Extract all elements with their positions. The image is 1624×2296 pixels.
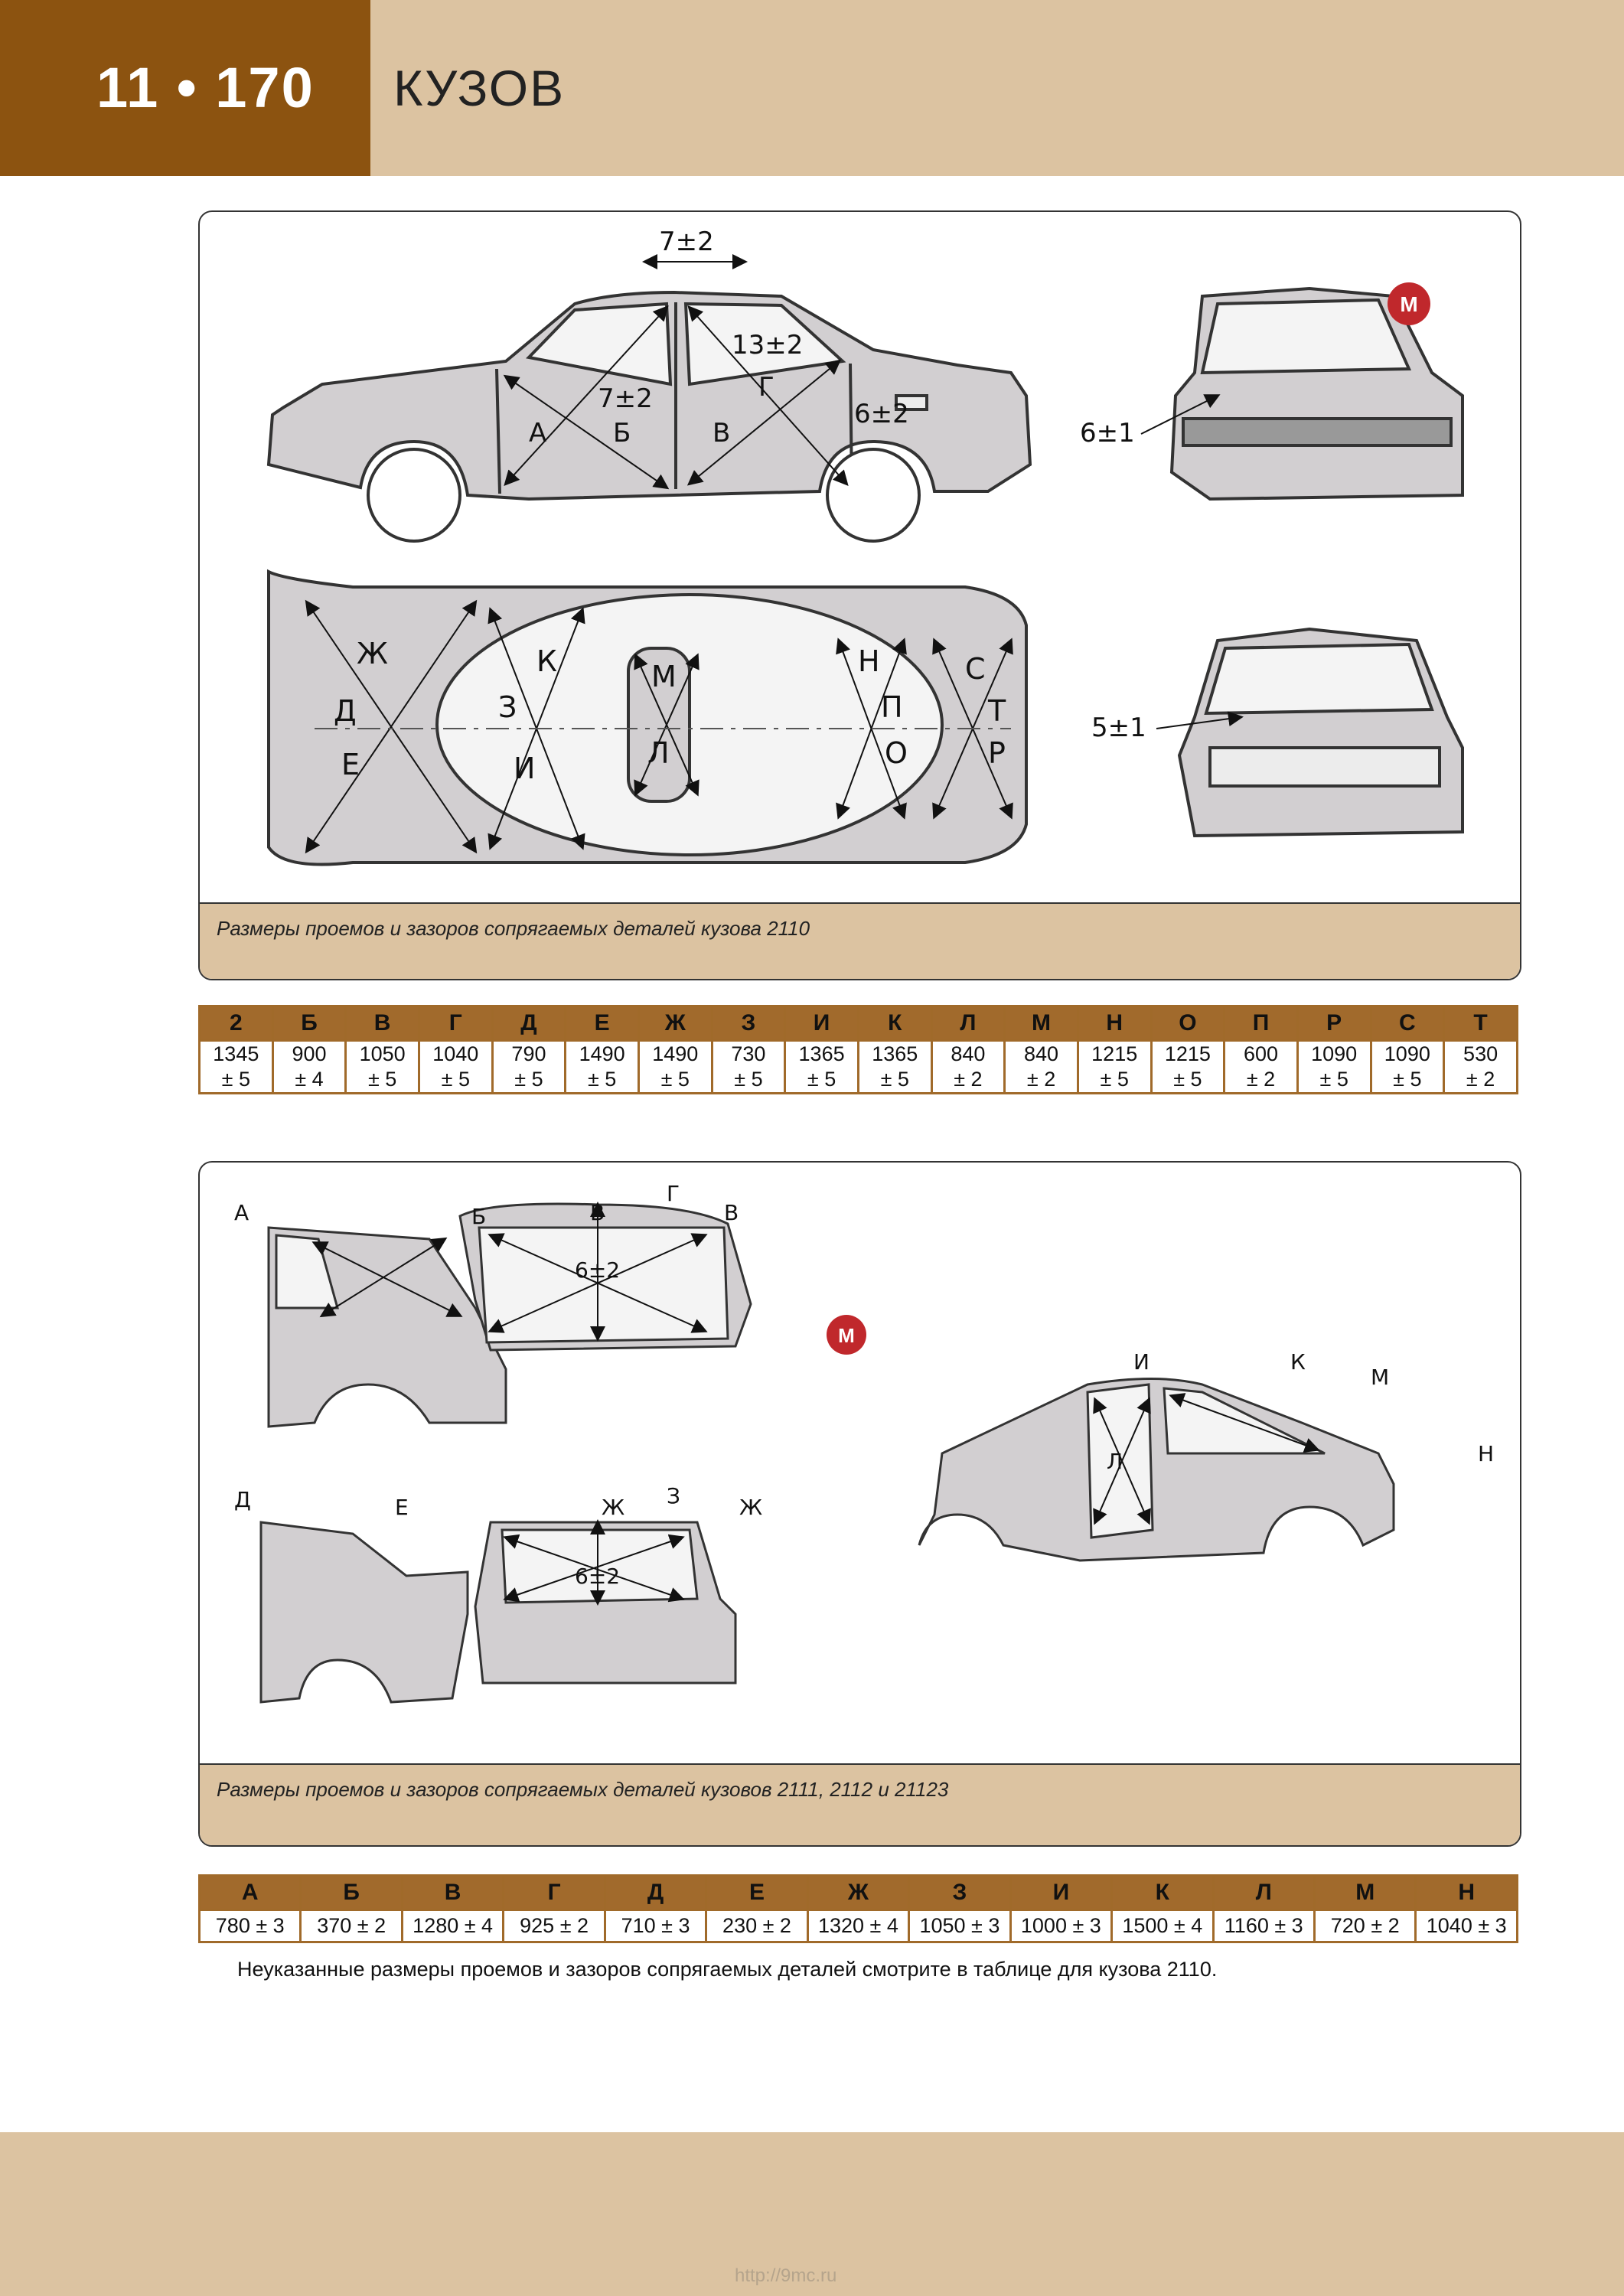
- table-header-cell: К: [1112, 1876, 1213, 1910]
- gap-label: 5±1: [1091, 713, 1146, 743]
- dim-label: С: [965, 652, 986, 686]
- table-cell: [1005, 1041, 1078, 1094]
- cell-tolerance: ± 5: [880, 1068, 909, 1091]
- table-header-row: [200, 1876, 1518, 1910]
- cell-tolerance: ± 2: [1026, 1068, 1056, 1091]
- table-header-cell: Б: [272, 1006, 346, 1041]
- table-header-cell: О: [1151, 1006, 1225, 1041]
- cell-value: 1090: [1384, 1042, 1430, 1065]
- table-header-cell: З: [712, 1006, 785, 1041]
- dim-label: З: [498, 690, 517, 724]
- table-cell: [858, 1041, 931, 1094]
- table-header-cell: Л: [1213, 1876, 1314, 1910]
- dim-label: Е: [395, 1495, 409, 1520]
- table-cell: 230 ± 2: [706, 1910, 807, 1942]
- brand-logo: [1388, 282, 1430, 325]
- table-cell: 1500 ± 4: [1112, 1910, 1213, 1942]
- brand-logo: [827, 1315, 866, 1355]
- side-view-body: [269, 292, 1030, 541]
- dim-label: О: [885, 736, 908, 770]
- coupe-side-view: [919, 1379, 1394, 1561]
- gap-label: 6±2: [575, 1564, 621, 1589]
- hatch-rear-quarter: [261, 1522, 468, 1702]
- dim-label: Н: [858, 644, 880, 678]
- table-cell: [1151, 1041, 1225, 1094]
- gap-label: 6±2: [575, 1257, 621, 1283]
- table-header-cell: Ж: [638, 1006, 712, 1041]
- dim-label: В: [590, 1200, 605, 1225]
- cell-value: 1490: [579, 1042, 625, 1065]
- dim-label: Ж: [357, 637, 388, 670]
- table-header-cell: Б: [301, 1876, 402, 1910]
- dim-label: 13±2: [732, 330, 804, 360]
- dim-label: Ж: [602, 1495, 625, 1520]
- cell-value: 1050: [359, 1042, 406, 1065]
- table-cell: 925 ± 2: [504, 1910, 605, 1942]
- dim-label: К: [536, 644, 557, 678]
- table-header-cell: Г: [504, 1876, 605, 1910]
- cell-value: 840: [951, 1042, 986, 1065]
- table-value-row: [200, 1910, 1518, 1942]
- dim-label: З: [667, 1483, 680, 1508]
- table-cell: [419, 1041, 492, 1094]
- footnote: Неуказанные размеры проемов и зазоров сопрягаемых деталей смотрите в таблице для кузова 2110.: [237, 1958, 1218, 1981]
- cell-tolerance: ± 5: [1173, 1068, 1202, 1091]
- table-cell: [272, 1041, 346, 1094]
- table-header-cell: И: [785, 1006, 859, 1041]
- cell-tolerance: ± 5: [1393, 1068, 1422, 1091]
- watermark-link[interactable]: http://9mc.ru: [735, 2265, 837, 2286]
- cell-value: 1490: [652, 1042, 699, 1065]
- figure-panel-2111-2112-21123: [198, 1161, 1521, 1847]
- svg-text:М: М: [838, 1324, 855, 1347]
- table-value-row: [200, 1041, 1518, 1094]
- dim-label: М: [651, 660, 677, 693]
- svg-text:М: М: [1400, 292, 1418, 316]
- table-cell: 1280 ± 4: [402, 1910, 503, 1942]
- table-2110: [198, 1005, 1518, 1094]
- table-cell: 1160 ± 3: [1213, 1910, 1314, 1942]
- dim-label: М: [1371, 1365, 1390, 1390]
- cell-value: 1215: [1091, 1042, 1138, 1065]
- dim-label: 7±2: [598, 383, 653, 414]
- cell-value: 900: [292, 1042, 327, 1065]
- cell-value: 840: [1024, 1042, 1059, 1065]
- cell-value: 1365: [798, 1042, 845, 1065]
- table-header-cell: Л: [931, 1006, 1005, 1041]
- figure-caption: Размеры проемов и зазоров сопрягаемых деталей кузова 2110: [200, 902, 1520, 979]
- table-header-row: [200, 1006, 1518, 1041]
- dim-label: Д: [334, 694, 357, 728]
- table-cell: [712, 1041, 785, 1094]
- table-header-cell: Н: [1416, 1876, 1518, 1910]
- table-header-cell: Т: [1444, 1006, 1518, 1041]
- dim-label: 6±2: [854, 399, 909, 429]
- table-cell: 1050 ± 3: [909, 1910, 1010, 1942]
- dim-label: Б: [613, 418, 631, 448]
- rear-view-bottom: [1179, 629, 1463, 836]
- dim-label: А: [529, 418, 547, 448]
- cell-tolerance: ± 4: [295, 1068, 324, 1091]
- cell-tolerance: ± 5: [734, 1068, 763, 1091]
- table-cell: [492, 1041, 566, 1094]
- figure-2111-drawing: [200, 1163, 1520, 1845]
- cell-tolerance: ± 2: [1246, 1068, 1276, 1091]
- table-header-cell: Д: [605, 1876, 706, 1910]
- table-cell: 1320 ± 4: [807, 1910, 908, 1942]
- table-cell: [638, 1041, 712, 1094]
- dim-label: Г: [758, 372, 774, 403]
- table-cell: [200, 1041, 273, 1094]
- dim-label: Д: [234, 1487, 251, 1512]
- page-number: 11 • 170: [0, 0, 370, 176]
- table-header-cell: 2: [200, 1006, 273, 1041]
- dim-label: Р: [988, 736, 1006, 770]
- table-cell: 720 ± 2: [1314, 1910, 1415, 1942]
- dim-label: Т: [988, 694, 1006, 728]
- table-cell: [785, 1041, 859, 1094]
- dim-label: А: [234, 1200, 249, 1225]
- page-header: [0, 0, 1624, 176]
- table-cell: [566, 1041, 639, 1094]
- table-header-cell: К: [858, 1006, 931, 1041]
- table-cell: 1040 ± 3: [1416, 1910, 1518, 1942]
- cell-tolerance: ± 5: [1319, 1068, 1348, 1091]
- table-cell: [1225, 1041, 1298, 1094]
- section-title: КУЗОВ: [393, 60, 566, 116]
- dim-label: П: [881, 690, 903, 724]
- table-header-cell: А: [200, 1876, 301, 1910]
- cell-tolerance: ± 2: [1466, 1068, 1495, 1091]
- cell-tolerance: ± 5: [367, 1068, 397, 1091]
- gap-label: 6±1: [1080, 418, 1135, 448]
- cell-value: 600: [1243, 1042, 1279, 1065]
- dim-label: К: [1290, 1349, 1306, 1375]
- table-header-cell: М: [1314, 1876, 1415, 1910]
- table-2111-2112-21123: [198, 1874, 1518, 1943]
- table-header-cell: С: [1371, 1006, 1444, 1041]
- dim-label: Б: [471, 1204, 487, 1229]
- dim-label: И: [514, 752, 536, 785]
- table-cell: [931, 1041, 1005, 1094]
- top-view-body: [269, 572, 1026, 865]
- table-header-cell: Р: [1297, 1006, 1371, 1041]
- table-header-cell: Н: [1078, 1006, 1151, 1041]
- table-cell: [1297, 1041, 1371, 1094]
- dim-label: Н: [1478, 1441, 1495, 1466]
- dim-label: Г: [667, 1181, 680, 1206]
- table-header-cell: М: [1005, 1006, 1078, 1041]
- table-cell: 370 ± 2: [301, 1910, 402, 1942]
- cell-tolerance: ± 5: [441, 1068, 470, 1091]
- dim-label: И: [1133, 1349, 1150, 1375]
- cell-value: 530: [1463, 1042, 1498, 1065]
- figure-panel-2110: [198, 210, 1521, 980]
- table-cell: 710 ± 3: [605, 1910, 706, 1942]
- table-cell: 1000 ± 3: [1010, 1910, 1111, 1942]
- cell-value: 1040: [432, 1042, 479, 1065]
- cell-tolerance: ± 5: [514, 1068, 543, 1091]
- table-header-cell: П: [1225, 1006, 1298, 1041]
- cell-value: 790: [511, 1042, 546, 1065]
- table-cell: [1078, 1041, 1151, 1094]
- dim-label: Л: [647, 736, 670, 770]
- dim-label: Л: [1107, 1449, 1123, 1474]
- table-header-cell: Е: [566, 1006, 639, 1041]
- cell-value: 730: [731, 1042, 766, 1065]
- table-header-cell: И: [1010, 1876, 1111, 1910]
- dim-label: Ж: [739, 1495, 763, 1520]
- table-cell: 780 ± 3: [200, 1910, 301, 1942]
- table-header-cell: Д: [492, 1006, 566, 1041]
- cell-value: 1365: [872, 1042, 918, 1065]
- cell-tolerance: ± 2: [954, 1068, 983, 1091]
- table-header-cell: Г: [419, 1006, 492, 1041]
- cell-tolerance: ± 5: [807, 1068, 836, 1091]
- figure-caption: Размеры проемов и зазоров сопрягаемых деталей кузовов 2111, 2112 и 21123: [200, 1763, 1520, 1845]
- figure-2110-drawing: [200, 212, 1520, 979]
- cell-value: 1345: [213, 1042, 259, 1065]
- cell-tolerance: ± 5: [1100, 1068, 1129, 1091]
- table-header-cell: З: [909, 1876, 1010, 1910]
- table-cell: [346, 1041, 419, 1094]
- dim-label: Е: [341, 748, 360, 781]
- dim-label: 7±2: [659, 227, 714, 257]
- dim-label: В: [713, 418, 731, 448]
- cell-value: 1215: [1164, 1042, 1211, 1065]
- table-cell: [1444, 1041, 1518, 1094]
- cell-tolerance: ± 5: [660, 1068, 690, 1091]
- table-header-cell: Е: [706, 1876, 807, 1910]
- cell-value: 1090: [1311, 1042, 1358, 1065]
- table-cell: [1371, 1041, 1444, 1094]
- table-header-cell: В: [402, 1876, 503, 1910]
- table-header-cell: В: [346, 1006, 419, 1041]
- dim-label: В: [724, 1200, 739, 1225]
- table-header-cell: Ж: [807, 1876, 908, 1910]
- cell-tolerance: ± 5: [221, 1068, 250, 1091]
- cell-tolerance: ± 5: [587, 1068, 617, 1091]
